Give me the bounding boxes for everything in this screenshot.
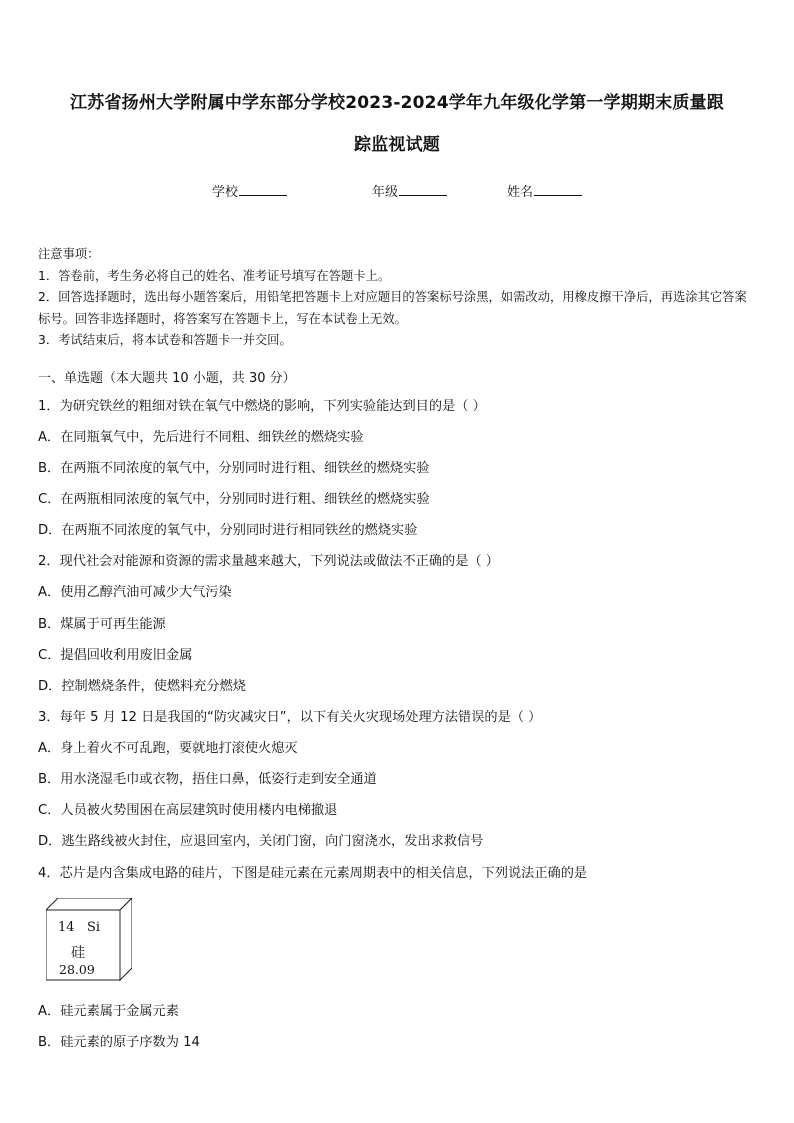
q1-option-c: C．在两瓶相同浓度的氧气中，分别同时进行粗、细铁丝的燃烧实验 [38,492,430,507]
notes-item-3: 3．考试结束后，将本试卷和答题卡一并交回。 [38,333,292,347]
exam-title-line1: 江苏省扬州大学附属中学东部分学校2023-2024学年九年级化学第一学期期末质量跟 [70,93,724,113]
notes-block [38,244,758,352]
q3-stem: 3．每年 5 月 12 日是我国的“防灾减灾日”，以下有关火灾现场处理方法错误的是（ ） [38,710,542,725]
exam-title-line2: 踪监视试题 [354,135,440,155]
notes-heading: 注意事项： [38,247,100,261]
q1-stem: 1．为研究铁丝的粗细对铁在氧气中燃烧的影响，下列实验能达到目的是（ ） [38,399,486,414]
school-label: 学校 [212,185,239,200]
section-title: 一、单选题（本大题共 10 小题，共 30 分） [38,371,296,386]
q4-stem: 4．芯片是内含集成电路的硅片，下图是硅元素在元素周期表中的相关信息，下列说法正确的是 [38,866,588,881]
notes-item-1: 1．答卷前，考生务必将自己的姓名、准考证号填写在答题卡上。 [38,268,391,283]
grade-field [372,181,447,200]
name-field [507,181,582,200]
q2-option-a: A．使用乙醇汽油可减少大气污染 [38,585,232,600]
name-blank [534,183,582,196]
q2-option-c: C．提倡回收利用废旧金属 [38,648,193,663]
q3-option-b: B．用水浇湿毛巾或衣物，捂住口鼻，低姿行走到安全通道 [38,772,377,787]
q3-option-a: A．身上着火不可乱跑，要就地打滚使火熄灭 [38,741,298,756]
card-side-face [120,898,132,980]
q1-option-a: A．在同瓶氧气中，先后进行不同粗、细铁丝的燃烧实验 [38,430,364,445]
q3-option-c: C．人员被火势围困在高层建筑时使用楼内电梯撤退 [38,803,338,818]
grade-label: 年级 [372,185,399,200]
q2-option-d: D．控制燃烧条件，使燃料充分燃烧 [38,679,246,694]
atomic-mass: 28.09 [59,962,95,977]
q1-option-b: B．在两瓶不同浓度的氧气中，分别同时进行粗、细铁丝的燃烧实验 [38,461,430,476]
element-name: 硅 [71,945,85,961]
name-label: 姓名 [507,185,534,200]
element-symbol: Si [87,920,101,935]
q4-option-a: A．硅元素属于金属元素 [38,1004,179,1019]
q1-option-d: D．在两瓶不同浓度的氧气中，分别同时进行相同铁丝的燃烧实验 [38,523,418,538]
atomic-number: 14 [58,920,75,935]
q4-option-b: B．硅元素的原子序数为 14 [38,1035,200,1050]
q2-stem: 2．现代社会对能源和资源的需求量越来越大，下列说法或做法不正确的是（ ） [38,554,499,569]
q3-option-d: D．逃生路线被火封住，应退回室内，关闭门窗，向门窗浇水，发出求救信号 [38,834,484,849]
school-field [212,181,287,200]
school-blank [239,183,287,196]
card-top-face [46,898,132,910]
q2-option-b: B．煤属于可再生能源 [38,617,166,632]
grade-blank [399,183,447,196]
notes-item-2: 2．回答选择题时，选出每小题答案后，用铅笔把答题卡上对应题目的答案标号涂黑，如需改动，用橡皮擦干净后，再选涂其它答案标号。回答非选择题时，将答案写在答题卡上，写在本试卷上无效。 [38,290,747,326]
